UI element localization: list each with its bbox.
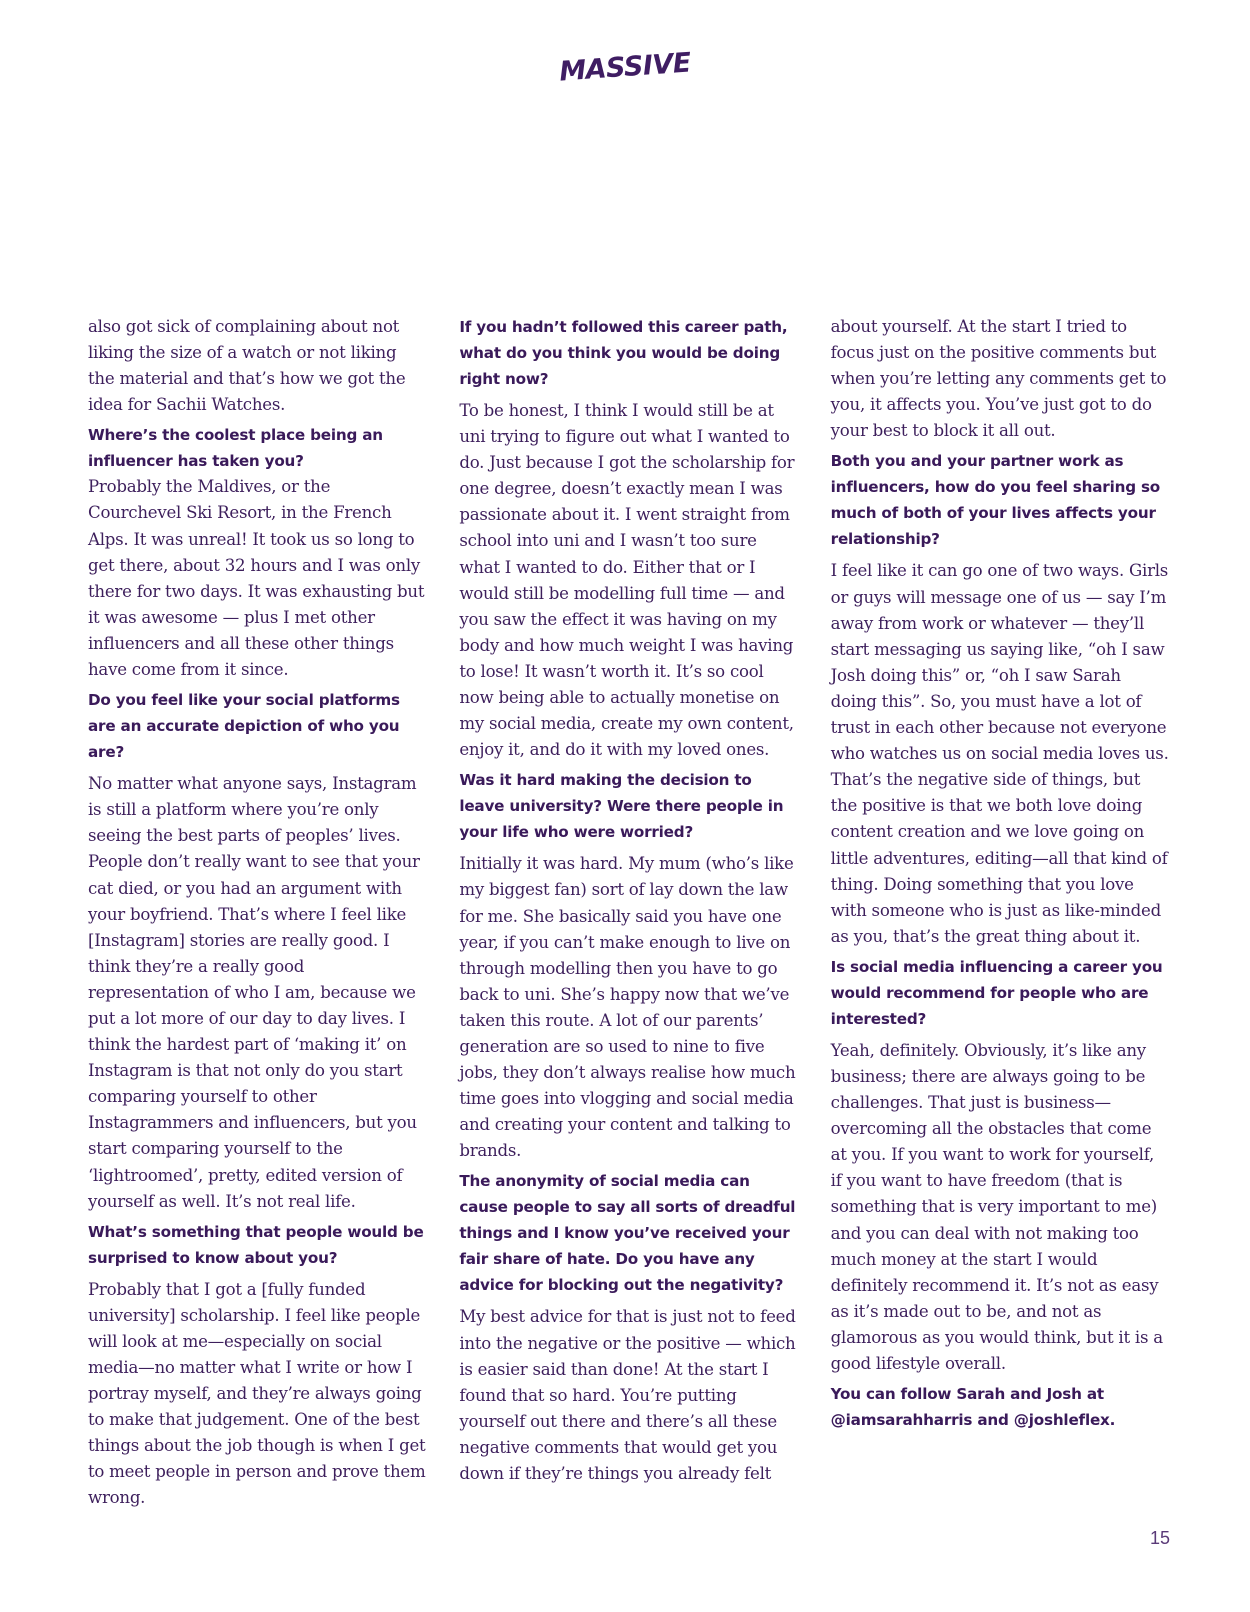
interview-question: Where’s the coolest place being an influencer has taken you?	[88, 426, 383, 471]
interview-question: Both you and your partner work as influencers, how do you feel sharing so much of both of your lives affects your relationship?	[830, 452, 1161, 549]
page-number: 15	[1150, 1528, 1171, 1548]
interview-question: If you hadn’t followed this career path, what do you think you would be doing right now?	[459, 318, 788, 388]
masthead-logo: MASSIVE	[558, 47, 692, 88]
interview-question: Do you feel like your social platforms are an accurate depiction of who you are?	[88, 691, 400, 762]
interview-answer: My best advice for that is just not to feed into the negative or the positive — which is easier said than done! At the start I found that so hard. You’re putting yourself out there and there’s all these negative comments that would get you down if they’re things you already felt	[459, 1307, 796, 1483]
interview-question: Was it hard making the decision to leave university? Were there people in your life who were worried?	[459, 771, 784, 842]
interview-answer: Probably that I got a [fully funded university] scholarship. I feel like people will look at me—especially on social media—no matter what I write or how I portray myself, and they’re always going to make that judgement. One of the best things about the job though is when I get to meet people in person and prove them wrong.	[88, 1279, 426, 1508]
article-columns	[88, 314, 1170, 1512]
interview-answer: also got sick of complaining about not liking the size of a watch or not liking the material and that’s how we got the idea for Sachii Watches.	[88, 317, 406, 415]
column-3	[831, 314, 1170, 1512]
column-2	[459, 314, 798, 1512]
interview-answer: Yeah, definitely. Obviously, it’s like any business; there are always going to be challenges. That just is business—overcoming all the obstacles that come at you. If you want to work for yourself, if you want to have freedom (that is something that is very important to me) and you can deal with not making too much money at the start I would definitely recommend it. It’s not as easy as it’s made out to be, and not as glamorous as you would think, but it is a good lifestyle overall.	[830, 1040, 1163, 1373]
interview-answer: I feel like it can go one of two ways. Girls or guys will message one of us — say I’m away from work or whatever — they’ll start messaging us saying like, “oh I saw Josh doing this” or, “oh I saw Sarah doing this”. So, you must have a lot of trust in each other because not everyone who watches us on social media loves us. That’s the negative side of things, but the positive is that we both love doing content creation and we love going on little adventures, editing—all that kind of thing. Doing something that you love with someone who is just as like-minded as you, that’s the great thing about it.	[830, 561, 1169, 946]
column-1	[88, 314, 427, 1512]
interview-answer: Initially it was hard. My mum (who’s like my biggest fan) sort of lay down the law for me. She basically said you have one year, if you can’t make enough to live on through modelling then you have to go back to uni. She’s happy now that we’ve taken this route. A lot of our parents’ generation are so used to nine to five jobs, they don’t always realise how much time goes into vlogging and social media and creating your content and talking to brands.	[459, 854, 796, 1161]
interview-answer: To be honest, I think I would still be at uni trying to figure out what I wanted to do. Just because I got the scholarship for one degree, doesn’t exactly mean I was passionate about it. I went straight from school into uni and I wasn’t too sure what I wanted to do. Either that or I would still be modelling full time — and you saw the effect it was having on my body and how much weight I was having to lose! It wasn’t worth it. It’s so cool now being able to actually monetise on my social media, create my own content, enjoy it, and do it with my loved ones.	[459, 401, 795, 760]
interview-question: Is social media influencing a career you would recommend for people who are interested?	[830, 957, 1163, 1028]
interview-question: The anonymity of social media can cause people to say all sorts of dreadful things and I know you’ve received your fair share of hate. Do you have any advice for blocking out the negativity?	[459, 1172, 796, 1295]
interview-answer: about yourself. At the start I tried to focus just on the positive comments but when you’re letting any comments get to you, it affects you. You’ve just got to do your best to block it all out.	[830, 317, 1167, 441]
interview-answer: Probably the Maldives, or the Courchevel Ski Resort, in the French Alps. It was unreal! It took us so long to get there, about 32 hours and I was only there for two days. It was exhausting but it was awesome — plus I met other influencers and all these other things have come from it since.	[88, 477, 425, 680]
interview-answer: No matter what anyone says, Instagram is still a platform where you’re only seeing the best parts of peoples’ lives. People don’t really want to see that your cat died, or you had an argument with your boyfriend. That’s where I feel like [Instagram] stories are really good. I think they’re a really good representation of who I am, because we put a lot more of our day to day lives. I think the hardest part of ‘making it’ on Instagram is that not only do you start comparing yourself to other Instagrammers and influencers, but you start comparing yourself to the ‘lightroomed’, pretty, edited version of yourself as well. It’s not real life.	[88, 774, 420, 1211]
interview-question: You can follow Sarah and Josh at @iamsarahharris and @joshleflex.	[830, 1385, 1116, 1430]
interview-question: What’s something that people would be surprised to know about you?	[88, 1222, 424, 1267]
